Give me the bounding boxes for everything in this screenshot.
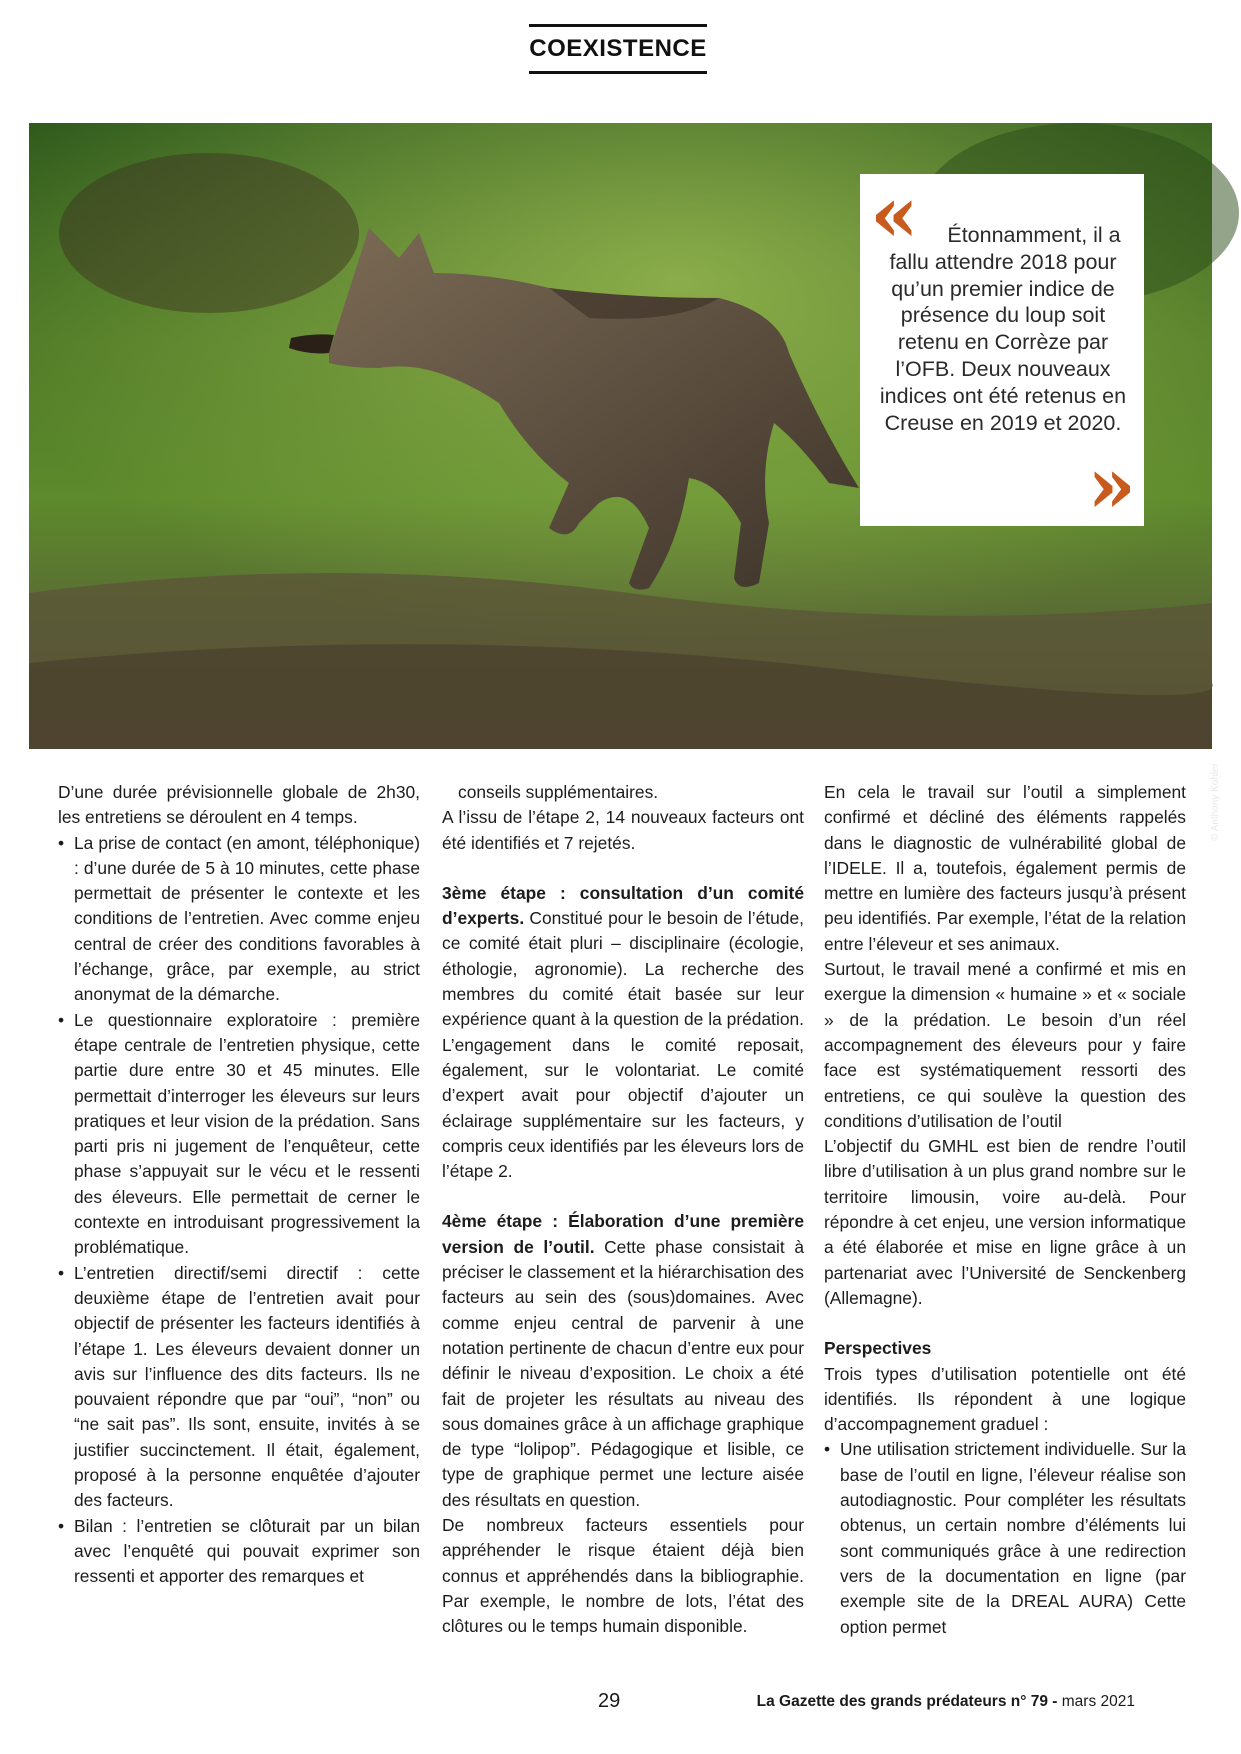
paragraph: De nombreux facteurs essentiels pour appréhender le risque étaient déjà bien connus et appréhendés dans la bibliographie. Par exemple, le nombre de lots, l’état des clôtures ou le temps humain disponible. xyxy=(442,1515,804,1637)
step4-paragraph xyxy=(442,1209,804,1513)
section-title: COEXISTENCE xyxy=(529,24,707,74)
perspectives-heading-text: Perspectives xyxy=(824,1338,932,1359)
magazine-footer xyxy=(757,1693,1135,1711)
continuation-text: conseils supplémentaires. xyxy=(458,782,659,802)
list-item: • Bilan : l’entretien se clôturait par un bilan avec l’enquêté qui pouvait exprimer son ressenti et apporter des remarques et xyxy=(58,1514,420,1590)
quote-open-mark: « xyxy=(870,169,919,260)
interview-steps-list xyxy=(58,831,420,1590)
paragraph: Surtout, le travail mené a confirmé et mis en exergue la dimension « humaine » et « sociale » de la prédation. Le besoin d’un réel accompagnement des éleveurs pour y faire face est systématiquement ressorti des entretiens, ce qui soulève la question des conditions d’utilisation de l’outil xyxy=(824,959,1186,1131)
step4-text: Cette phase consistait à préciser le classement et la hiérarchisation des facteurs au sein des (sous)domaines. Avec comme enjeu central de parvenir à une notation pertinente de chacun d’entre eux pour définir le niveau d’exposition. Le choix a été fait de projeter les résultats au niveau des sous domaines grâce à un affichage graphique de type “lolipop”. Pédagogique et lisible, ce type de graphique permet une lecture aisée des résultats en question. xyxy=(442,1236,804,1510)
paragraph: L’objectif du GMHL est bien de rendre l’outil libre d’utilisation à un plus grand nombre sur le territoire limousin, voire au-delà. Pour répondre à cet enjeu, une version informatique a été élaborée et mise en ligne grâce à un partenariat avec l’Université de Senckenberg (Allemagne). xyxy=(824,1136,1186,1308)
page-number: 29 xyxy=(598,1690,621,1712)
step4-heading: 4ème étape : Élaboration d’une première version de l’outil. xyxy=(442,1211,804,1257)
paragraph: Trois types d’utilisation potentielle ont été identifiés. Ils répondent à une logique d’accompagnement graduel : xyxy=(824,1363,1186,1435)
list-item: • La prise de contact (en amont, téléphonique) : d’une durée de 5 à 10 minutes, cette phase permettait de présenter le contexte et les conditions de l’entretien. Avec comme enjeu central de créer des conditions favorables à l’échange, grâce, par exemple, au strict anonymat de la démarche. xyxy=(58,831,420,1008)
perspectives-heading xyxy=(824,1336,1186,1361)
paragraph: A l’issu de l’étape 2, 14 nouveaux facteurs ont été identifiés et 7 rejetés. xyxy=(442,807,804,853)
issue-date: mars 2021 xyxy=(1061,1693,1135,1710)
column-3 xyxy=(824,780,1186,1640)
list-item: • Le questionnaire exploratoire : première étape centrale de l’entretien physique, cette partie dure entre 30 et 45 minutes. Elle permettait d’interroger les éleveurs sur leurs pratiques et leur vision de la prédation. Sans parti pris ni jugement de l’enquêteur, cette phase s’appuyait sur le vécu et le ressenti des éleveurs. Elle permettait de cerner le contexte en introduisant progressivement la problématique. xyxy=(58,1008,420,1261)
list-item: • L’entretien directif/semi directif : cette deuxième étape de l’entretien avait pour objectif de présenter les facteurs identifiés à l’étape 1. Les éleveurs devaient donner un avis sur l’influence des dits facteurs. Ils ne pouvaient répondre que par “oui”, “non” ou “ne sait pas”. Ils sont, ensuite, invités à se justifier succinctement. Il était, également, proposé à la personne enquêtée d’ajouter des facteurs. xyxy=(58,1261,420,1514)
step3-text: Constitué pour le besoin de l’étude, ce comité était pluri – disciplinaire (écologie, éthologie, agronomie). La recherche des membres du comité était basée sur leur expérience quant à la question de la prédation. L’engagement dans le comité reposait, également, sur le volontariat. Le comité d’expert avait pour objectif d’ajouter un éclairage supplémentaire sur les facteurs, y compris ceux identifiés par les éleveurs lors de l’étape 2. xyxy=(442,908,804,1182)
paragraph: En cela le travail sur l’outil a simplement confirmé et décliné des éléments rappelés dans le diagnostic de vulnérabilité global de l’IDELE. Il a, toutefois, également permis de mettre en lumière des facteurs jusqu’à présent peu identifiés. Par exemple, l’état de la relation entre l’éleveur et ses animaux. xyxy=(824,782,1186,954)
photo-credit: © Anthony Kohler xyxy=(1210,763,1221,841)
column-1 xyxy=(58,780,420,1590)
pull-quote-text: Étonnamment, il a fallu attendre 2018 pour qu’un premier indice de présence du loup soit retenu en Corrèze par l’OFB. Deux nouveaux indices ont été retenus en Creuse en 2019 et 2020. xyxy=(879,223,1127,435)
column-2 xyxy=(442,780,804,1640)
pull-quote xyxy=(860,169,1144,531)
list-item: • Une utilisation strictement individuelle. Sur la base de l’outil en ligne, l’éleveur réalise son autodiagnostic. Pour compléter les résultats obtenus, un certain nombre d’éléments lui sont communiqués grâce à une redirection vers de la documentation en ligne (par exemple site de la DREAL AURA) Cette option permet xyxy=(824,1437,1186,1639)
footer-separator: - xyxy=(1047,1693,1062,1710)
step3-heading: 3ème étape : consultation d’un comité d’experts. xyxy=(442,882,804,929)
magazine-name: La Gazette des grands prédateurs n° 79 xyxy=(756,1693,1048,1710)
usage-types-list xyxy=(824,1437,1186,1639)
intro-paragraph: D’une durée prévisionnelle globale de 2h30, les entretiens se déroulent en 4 temps. xyxy=(58,782,420,828)
step3-paragraph xyxy=(442,881,804,1185)
quote-close-mark: » xyxy=(1087,440,1136,531)
